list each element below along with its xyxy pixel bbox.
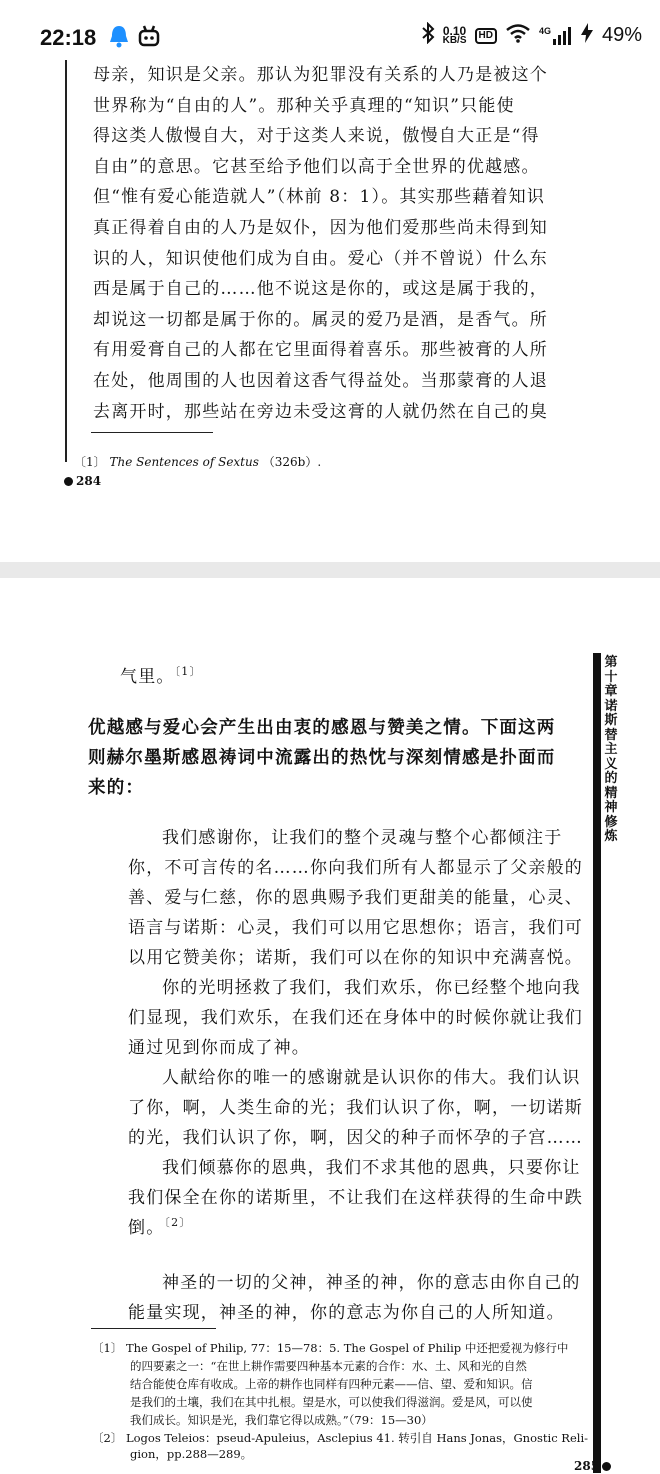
heading-line: 则赫尔墨斯感恩祷词中流露出的热忱与深刻情感是扑面而 xyxy=(88,748,556,768)
margin-rule xyxy=(65,60,67,462)
book-page-284 xyxy=(0,60,660,550)
text-line: 在处，他周围的人也因着这香气得益处。当那蒙膏的人退 xyxy=(93,370,548,391)
bluetooth-icon xyxy=(421,22,435,49)
text-line: 西是属于自己的……他不说这是你的，或这是属于我的， xyxy=(93,279,548,300)
quote-line: 我们感谢你，让我们的整个灵魂与整个心都倾注于 xyxy=(162,828,563,848)
text-line: 却说这一切都是属于你的。属灵的爱乃是酒，是香气。所 xyxy=(93,309,548,330)
footnote-line: 是我们的土壤，我们在其中扎根。望是水，可以使我们得滋润。爱是风，可以使 xyxy=(130,1395,533,1409)
quote-line: 人献给你的唯一的感谢就是认识你的伟大。我们认识 xyxy=(162,1068,581,1088)
battery-percent: 49% xyxy=(601,24,642,46)
heading-line: 优越感与爱心会产生出由衷的感恩与赞美之情。下面这两 xyxy=(88,718,556,738)
text-line: 母亲，知识是父亲。那认为犯罪没有关系的人乃是被这个 xyxy=(93,65,548,85)
heading-line: 来的： xyxy=(88,778,145,798)
closing-line: 神圣的一切的父神，神圣的神，你的意志由你自己的 xyxy=(162,1273,581,1293)
text-line: 真正得着自由的人乃是奴仆，因为他们爱那些尚未得到知 xyxy=(93,217,548,238)
quote-line: 们显现，我们欢乐，在我们还在身体中的时候你就让我们 xyxy=(128,1008,583,1028)
wifi-icon xyxy=(505,23,531,48)
text-line: 有用爱膏自己的人都在它里面得着喜乐。那些被膏的人所 xyxy=(93,340,548,361)
footnote-rule xyxy=(91,1328,216,1329)
quote-line: 的光，我们认识了你，啊，因父的种子而怀孕的子宫…… xyxy=(128,1128,583,1148)
chapter-side-tab xyxy=(593,653,601,1473)
book-page-285 xyxy=(0,578,660,1474)
network-speed: 0.10 KB/S xyxy=(442,23,467,46)
quote-line: 我们保全在你的诺斯里，不让我们在这样获得的生命中跌 xyxy=(128,1188,583,1208)
text-line: 识的人，知识使他们成为自由。爱心（并不曾说）什么东 xyxy=(93,248,548,269)
text-line: 去离开时，那些站在旁边未受这膏的人就仍然在自己的臭 xyxy=(93,401,548,422)
quote-line: 你，不可言传的名……你向我们所有人都显示了父亲般的 xyxy=(128,858,583,878)
footnote-line: 的四要素之一：“在世上耕作需要四种基本元素的合作：水、土、风和光的自然 xyxy=(130,1359,527,1373)
quote-line: 通过见到你而成了神。 xyxy=(128,1038,310,1058)
footnote-line: 〔2〕 Logos Teleios：pseud-Apuleius，Asclepius 41. 转引自 Hans Jonas，Gnostic Reli- xyxy=(92,1431,589,1445)
charging-icon xyxy=(580,22,594,49)
page-separator xyxy=(0,562,660,578)
quote-line: 我们倾慕你的恩典，我们不求其他的恩典，只要你让 xyxy=(162,1158,581,1178)
cellular-signal-icon: 4G xyxy=(539,26,572,46)
footnote-line: 我们成长。知识是光，我们靠它得以成熟。”（79：15—30） xyxy=(130,1413,433,1427)
page-number: 285 xyxy=(574,1459,611,1473)
quote-line: 语言与诺斯：心灵，我们可以用它思想你；语言，我们可 xyxy=(128,918,583,938)
page-number: 284 xyxy=(64,474,101,488)
text-line: 但“惟有爱心能造就人”（林前 8：1）。其实那些藉着知识 xyxy=(93,187,546,208)
hd-badge: HD xyxy=(475,28,497,44)
footnote-line: 〔1〕 The Gospel of Philip, 77：15—78：5. The Gospel of Philip 中还把爱视为修行中 xyxy=(92,1341,569,1355)
page-body-text xyxy=(93,60,588,427)
quote-line: 你的光明拯救了我们，我们欢乐，你已经整个地向我 xyxy=(162,978,581,998)
quote-line: 倒。$^{〔2〕}$ xyxy=(128,1216,192,1238)
bullet-dot-icon xyxy=(602,1462,611,1471)
notification-bell-icon xyxy=(108,24,130,52)
text-line: 得这类人傲慢自大，对于这类人来说，傲慢自大正是“得 xyxy=(93,126,540,147)
footnote-line: gion，pp.288—289。 xyxy=(130,1447,253,1461)
opening-line: 气里。$^{〔1〕}$ xyxy=(120,665,202,687)
closing-line: 能量实现，神圣的神，你的意志为你自己的人所知道。 xyxy=(128,1303,565,1323)
bullet-dot-icon xyxy=(64,477,73,486)
footnote-rule xyxy=(91,432,213,433)
app-bot-icon xyxy=(138,24,160,52)
quote-line: 以用它赞美你；诺斯，我们可以在你的知识中充满喜悦。 xyxy=(128,948,583,968)
text-line: 世界称为“自由的人”。那种关乎真理的“知识”只能使 xyxy=(93,95,515,116)
chapter-side-label: 第十章 诺斯替主义的精神修炼 xyxy=(604,655,618,844)
footnote: 〔1〕 The Sentences of Sextus （326b）. xyxy=(74,455,322,469)
text-line: 自由”的意思。它甚至给予他们以高于全世界的优越感。 xyxy=(93,156,540,177)
quote-line: 善、爱与仁慈，你的恩典赐予我们更甜美的能量，心灵、 xyxy=(128,888,583,908)
quote-line: 了你，啊，人类生命的光；我们认识了你，啊，一切诺斯 xyxy=(128,1098,583,1118)
clock: 22:18 xyxy=(40,25,97,50)
footnote-line: 结合能使仓库有收成。上帝的耕作也同样有四种元素——信、望、爱和知识。信 xyxy=(130,1377,533,1391)
